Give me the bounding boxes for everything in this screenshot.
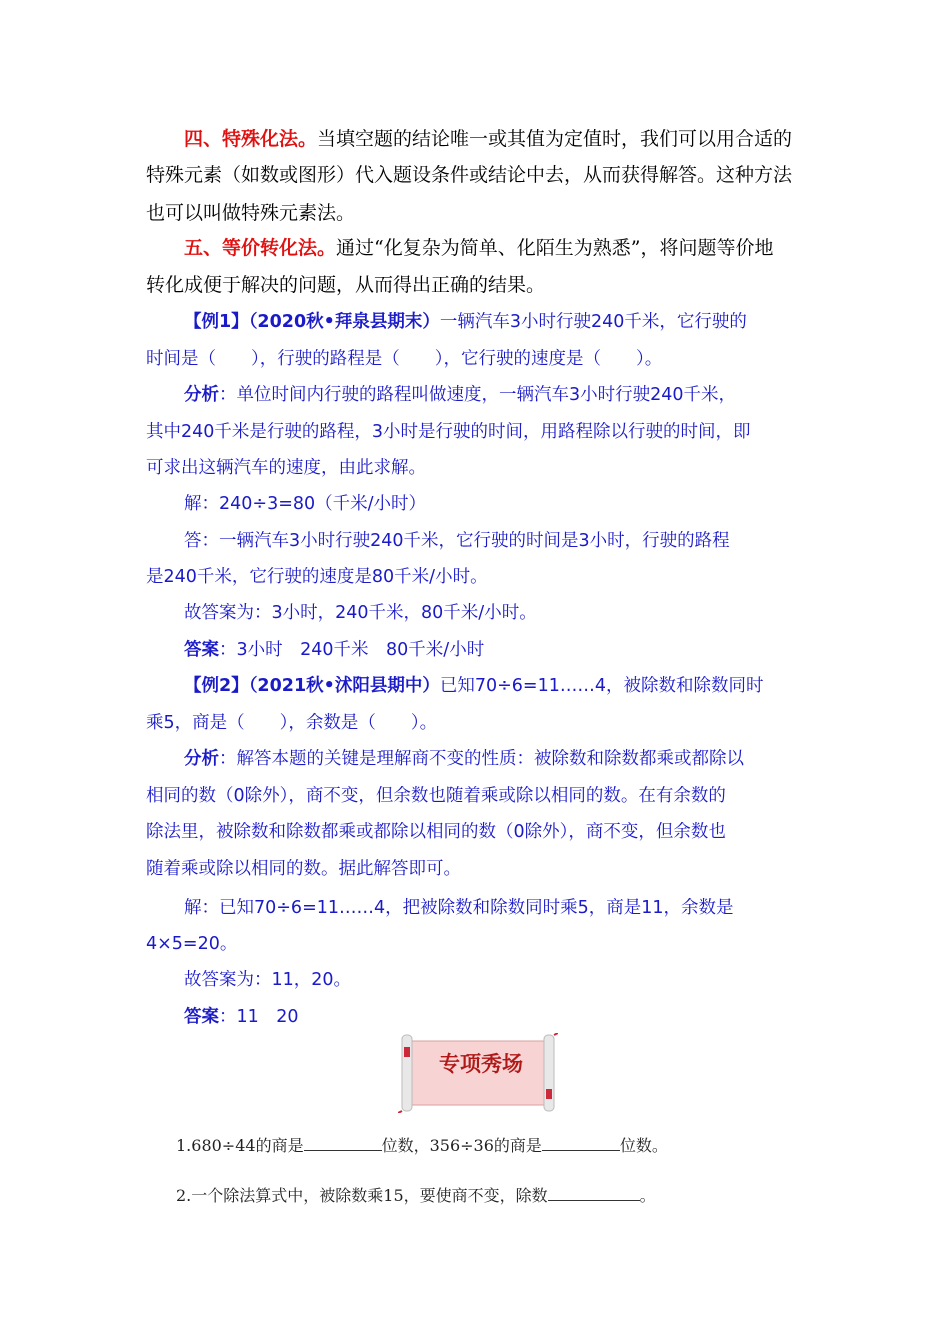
- example1-analysis-line2: 其中240千米是行驶的路程，3小时是行驶的时间，用路程除以行驶的时间，即: [146, 422, 751, 442]
- example2-question-line2: 乘5，商是（ ），余数是（ ）。: [146, 713, 438, 733]
- section-four-text: 当填空题的结论唯一或其值为定值时，我们可以用合适的: [317, 128, 793, 150]
- exercise-1-blank-1[interactable]: [304, 1132, 382, 1151]
- example1-question-line2: 时间是（ ），行驶的路程是（ ），它行驶的速度是（ ）。: [146, 349, 663, 369]
- section-five-line2: 转化成便于解决的问题，从而得出正确的结果。: [146, 274, 546, 296]
- section-five-title: 五、等价转化法。: [184, 237, 337, 259]
- example2-analysis-line4: 随着乘或除以相同的数。据此解答即可。: [146, 859, 461, 879]
- example1-reply-line1: 答：一辆汽车3小时行驶240千米，它行驶的时间是3小时，行驶的路程: [184, 531, 730, 551]
- section-five-text: 通过“化复杂为简单、化陌生为熟悉”，将问题等价地: [336, 237, 774, 259]
- example2-answer-text: ：11 20: [219, 1007, 299, 1027]
- example1-reply-line2: 是240千米，它行驶的速度是80千米/小时。: [146, 567, 488, 587]
- example1-solution: 解：240÷3=80（千米/小时）: [184, 494, 427, 514]
- exercise-1-part-b: 位数，356÷36的商是: [381, 1136, 542, 1155]
- exercise-2-part-a: 2.一个除法算式中，被除数乘15，要使商不变，除数: [176, 1186, 548, 1205]
- example2-analysis-line1: [184, 745, 744, 773]
- exercise-2: [176, 1182, 656, 1210]
- example1-answer-text: ：3小时 240千米 80千米/小时: [219, 640, 485, 660]
- example2-question-text: 已知70÷6=11……4，被除数和除数同时: [439, 676, 764, 696]
- example2-analysis-text: ：解答本题的关键是理解商不变的性质：被除数和除数都乘或都除以: [219, 749, 744, 769]
- section-four-title: 四、特殊化法。: [184, 128, 318, 150]
- example2-therefore: 故答案为：11，20。: [184, 970, 352, 990]
- exercise-2-blank[interactable]: [548, 1182, 640, 1201]
- section-four-line1: [184, 125, 792, 153]
- banner-title: 专项秀场: [439, 1052, 523, 1076]
- exercise-1: [176, 1132, 668, 1160]
- example1-analysis-text: ：单位时间内行驶的路程叫做速度，一辆汽车3小时行驶240千米，: [219, 385, 737, 405]
- exercise-1-part-a: 1.680÷44的商是: [176, 1136, 304, 1155]
- exercise-2-part-b: 。: [639, 1186, 656, 1205]
- example1-therefore: 故答案为：3小时，240千米，80千米/小时。: [184, 603, 537, 623]
- example2-analysis-label: 分析: [184, 749, 219, 769]
- example2-source: （2021秋•沭阳县期中）: [248, 676, 440, 696]
- section-four-line3: 也可以叫做特殊元素法。: [146, 202, 356, 224]
- example2-analysis-line2: 相同的数（0除外），商不变，但余数也随着乘或除以相同的数。在有余数的: [146, 786, 726, 806]
- section-five-line1: [184, 234, 773, 262]
- example2-answer-label: 答案: [184, 1007, 219, 1027]
- exercise-1-part-c: 位数。: [619, 1136, 668, 1155]
- example1-answer-label: 答案: [184, 640, 219, 660]
- example2-solution-line1: 解：已知70÷6=11……4，把被除数和除数同时乘5，商是11，余数是: [184, 898, 734, 918]
- example2-question-line1: [184, 672, 763, 700]
- exercise-1-blank-2[interactable]: [542, 1132, 620, 1151]
- example1-question-text: 一辆汽车3小时行驶240千米，它行驶的: [439, 312, 747, 332]
- example1-label: 【例1】: [184, 312, 249, 332]
- example1-answer-line: [184, 636, 484, 664]
- example1-source: （2020秋•拜泉县期末）: [248, 312, 440, 332]
- example1-analysis-line1: [184, 381, 736, 409]
- example2-solution-line2: 4×5=20。: [146, 934, 238, 954]
- example2-label: 【例2】: [184, 676, 249, 696]
- example2-answer-line: [184, 1003, 299, 1031]
- section-four-line2: 特殊元素（如数或图形）代入题设条件或结论中去，从而获得解答。这种方法: [146, 164, 793, 186]
- example1-question-line1: [184, 308, 747, 336]
- example1-analysis-label: 分析: [184, 385, 219, 405]
- example2-analysis-line3: 除法里，被除数和除数都乘或都除以相同的数（0除外），商不变，但余数也: [146, 822, 726, 842]
- example1-analysis-line3: 可求出这辆汽车的速度，由此求解。: [146, 458, 426, 478]
